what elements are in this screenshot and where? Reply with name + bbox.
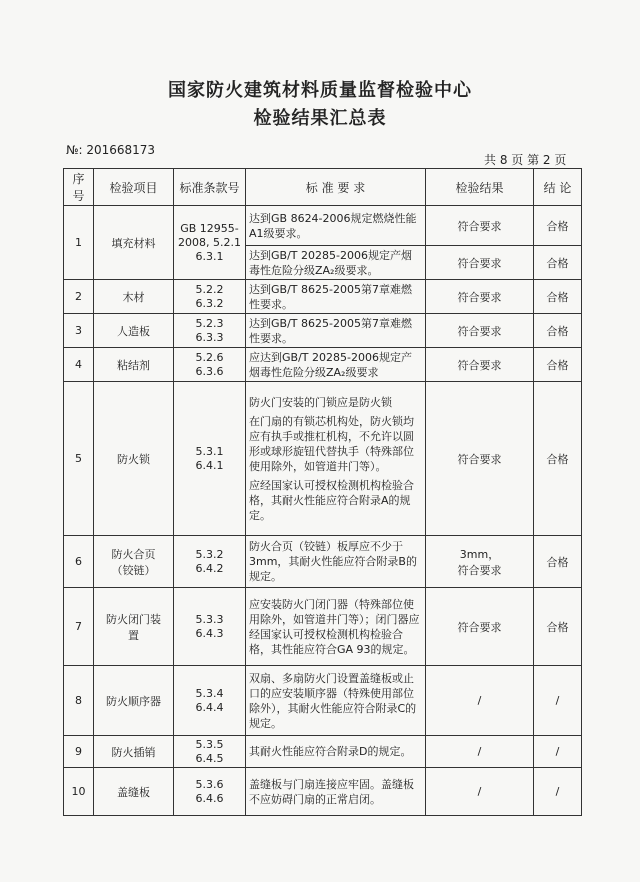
row-requirement bbox=[246, 280, 426, 314]
row-result: 符合要求 bbox=[426, 246, 534, 280]
requirement-paragraph: 防火合页（铰链）板厚应不少于3mm，其耐火性能应符合附录B的规定。 bbox=[249, 540, 417, 583]
row-number: 2 bbox=[64, 280, 94, 314]
table-row bbox=[64, 206, 582, 246]
row-result: 符合要求 bbox=[426, 348, 534, 382]
row-requirement bbox=[246, 736, 426, 768]
row-requirement bbox=[246, 666, 426, 736]
row-requirement bbox=[246, 536, 426, 588]
row-item: 防火合页 （铰链） bbox=[94, 536, 174, 588]
table-row bbox=[64, 736, 582, 768]
row-conclusion: 合格 bbox=[534, 348, 582, 382]
requirement-paragraph: 达到GB/T 8625-2005第7章难燃性要求。 bbox=[249, 316, 412, 345]
row-clause: 5.2.6 6.3.6 bbox=[174, 348, 246, 382]
row-number: 1 bbox=[64, 206, 94, 280]
row-result: 符合要求 bbox=[426, 280, 534, 314]
col-header-clause: 标准条款号 bbox=[174, 169, 246, 206]
row-item: 人造板 bbox=[94, 314, 174, 348]
row-clause: 5.2.3 6.3.3 bbox=[174, 314, 246, 348]
row-requirement bbox=[246, 382, 426, 536]
table-row bbox=[64, 588, 582, 666]
col-header-item: 检验项目 bbox=[94, 169, 174, 206]
table-body bbox=[64, 206, 582, 816]
row-number: 8 bbox=[64, 666, 94, 736]
requirement-paragraph: 盖缝板与门扇连接应牢固。盖缝板不应妨碍门扇的正常启闭。 bbox=[249, 777, 414, 806]
row-number: 9 bbox=[64, 736, 94, 768]
row-conclusion: 合格 bbox=[534, 382, 582, 536]
row-result: / bbox=[426, 768, 534, 816]
row-item: 盖缝板 bbox=[94, 768, 174, 816]
row-conclusion: / bbox=[534, 666, 582, 736]
row-conclusion: / bbox=[534, 736, 582, 768]
row-conclusion: / bbox=[534, 768, 582, 816]
row-number: 3 bbox=[64, 314, 94, 348]
row-clause: 5.3.5 6.4.5 bbox=[174, 736, 246, 768]
row-clause: 5.3.3 6.4.3 bbox=[174, 588, 246, 666]
requirement-paragraph: 达到GB/T 20285-2006规定产烟毒性危险分级ZA₂级要求。 bbox=[249, 248, 412, 277]
col-header-conclusion: 结 论 bbox=[534, 169, 582, 206]
row-result: 符合要求 bbox=[426, 382, 534, 536]
row-clause: GB 12955-2008, 5.2.1 6.3.1 bbox=[174, 206, 246, 280]
row-clause: 5.3.6 6.4.6 bbox=[174, 768, 246, 816]
requirement-paragraph: 在门扇的有锁芯机构处，防火锁均应有执手或推杠机构，不允许以圆形或球形旋钮代替执手（特殊部位使用除外，如管道井门等）。 bbox=[249, 414, 414, 473]
row-requirement bbox=[246, 348, 426, 382]
col-header-no: 序号 bbox=[64, 169, 94, 206]
table-row bbox=[64, 314, 582, 348]
row-number: 5 bbox=[64, 382, 94, 536]
row-item: 防火插销 bbox=[94, 736, 174, 768]
row-item: 木材 bbox=[94, 280, 174, 314]
requirement-paragraph: 应达到GB/T 20285-2006规定产烟毒性危险分级ZA₂级要求 bbox=[249, 350, 412, 379]
col-header-requirement: 标 准 要 求 bbox=[246, 169, 426, 206]
requirement-paragraph: 达到GB/T 8625-2005第7章难燃性要求。 bbox=[249, 282, 412, 311]
table-row bbox=[64, 280, 582, 314]
row-item: 防火闭门装 置 bbox=[94, 588, 174, 666]
row-conclusion: 合格 bbox=[534, 246, 582, 280]
row-item: 防火顺序器 bbox=[94, 666, 174, 736]
row-clause: 5.2.2 6.3.2 bbox=[174, 280, 246, 314]
row-conclusion: 合格 bbox=[534, 588, 582, 666]
row-conclusion: 合格 bbox=[534, 314, 582, 348]
row-number: 4 bbox=[64, 348, 94, 382]
table-row bbox=[64, 768, 582, 816]
row-requirement bbox=[246, 206, 426, 246]
table-row bbox=[64, 382, 582, 536]
col-header-result: 检验结果 bbox=[426, 169, 534, 206]
results-table bbox=[63, 168, 582, 816]
seal-edge-mark bbox=[622, 520, 632, 610]
row-result: 符合要求 bbox=[426, 206, 534, 246]
row-requirement bbox=[246, 768, 426, 816]
row-number: 7 bbox=[64, 588, 94, 666]
table-header-row bbox=[64, 169, 582, 206]
row-result: / bbox=[426, 736, 534, 768]
requirement-paragraph: 双扇、多扇防火门设置盖缝板或止口的应安装顺序器（特殊使用部位除外），其耐火性能应符合附录C的规定。 bbox=[249, 671, 417, 730]
row-clause: 5.3.2 6.4.2 bbox=[174, 536, 246, 588]
requirement-paragraph: 应安装防火门闭门器（特殊部位使用除外，如管道井门等）；闭门器应经国家认可授权检测机构检验合格，其性能应符合GA 93的规定。 bbox=[249, 597, 420, 656]
requirement-paragraph: 其耐火性能应符合附录D的规定。 bbox=[249, 745, 412, 758]
row-item: 填充材料 bbox=[94, 206, 174, 280]
row-item: 防火锁 bbox=[94, 382, 174, 536]
row-number: 6 bbox=[64, 536, 94, 588]
row-result: / bbox=[426, 666, 534, 736]
requirement-paragraph: 达到GB 8624-2006规定燃烧性能A1级要求。 bbox=[249, 211, 417, 240]
requirement-paragraph: 应经国家认可授权检测机构检验合格，其耐火性能应符合附录A的规定。 bbox=[249, 478, 414, 522]
row-clause: 5.3.4 6.4.4 bbox=[174, 666, 246, 736]
page-info: 共 8 页 第 2 页 bbox=[484, 153, 567, 167]
row-conclusion: 合格 bbox=[534, 536, 582, 588]
table-row bbox=[64, 348, 582, 382]
page-subtitle: 检验结果汇总表 bbox=[253, 108, 387, 129]
table-row bbox=[64, 666, 582, 736]
row-clause: 5.3.1 6.4.1 bbox=[174, 382, 246, 536]
row-result: 3mm， 符合要求 bbox=[426, 536, 534, 588]
row-conclusion: 合格 bbox=[534, 280, 582, 314]
table-row bbox=[64, 536, 582, 588]
requirement-paragraph: 防火门安装的门锁应是防火锁 bbox=[249, 395, 392, 409]
document-number: №: 201668173 bbox=[66, 143, 156, 157]
row-requirement bbox=[246, 314, 426, 348]
row-number: 10 bbox=[64, 768, 94, 816]
row-item: 粘结剂 bbox=[94, 348, 174, 382]
page-title: 国家防火建筑材料质量监督检验中心 bbox=[168, 80, 472, 101]
row-requirement bbox=[246, 588, 426, 666]
row-result: 符合要求 bbox=[426, 314, 534, 348]
row-result: 符合要求 bbox=[426, 588, 534, 666]
row-conclusion: 合格 bbox=[534, 206, 582, 246]
row-requirement bbox=[246, 246, 426, 280]
